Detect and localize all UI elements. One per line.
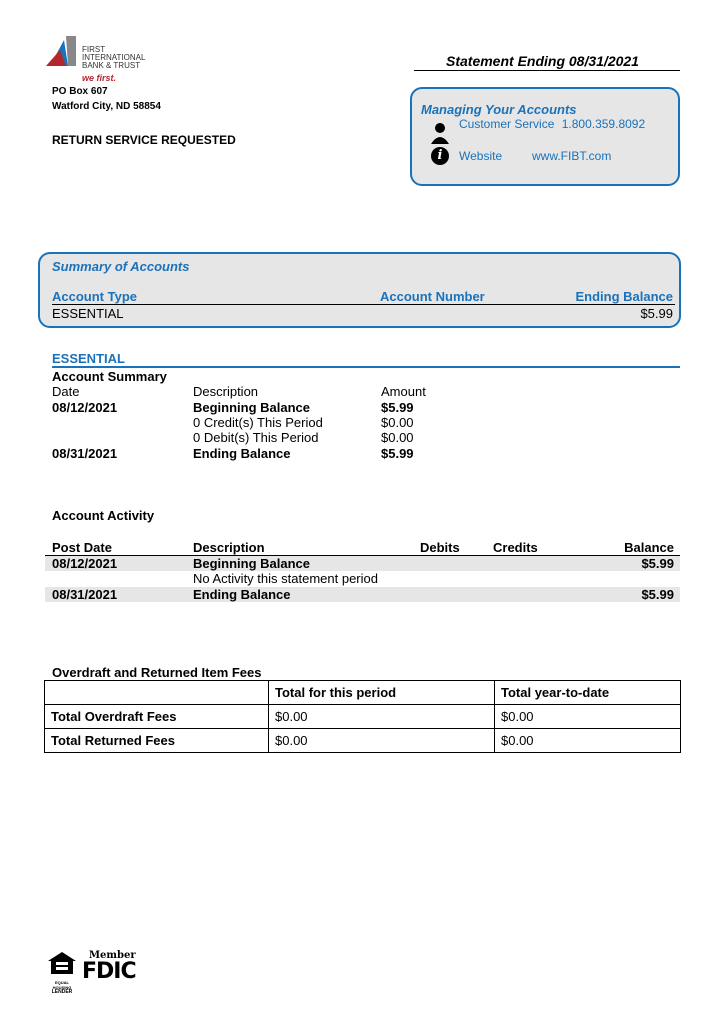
info-icon: i	[431, 147, 449, 165]
activity-header-description: Description	[193, 540, 265, 555]
equal-housing-lender-logo	[47, 951, 77, 995]
summary-header-rule	[52, 304, 675, 305]
summary-header-type: Account Type	[52, 289, 137, 304]
account-summary-row-date: 08/12/2021	[52, 400, 118, 415]
summary-row-balance: $5.99	[640, 306, 673, 321]
fees-row-ytd: $0.00	[495, 729, 681, 753]
fees-row-label: Total Returned Fees	[45, 729, 269, 753]
activity-row-description: Beginning Balance	[193, 556, 311, 571]
summary-header-number: Account Number	[380, 289, 485, 304]
account-summary-row-date: 08/31/2021	[52, 446, 118, 461]
managing-accounts-box	[410, 87, 680, 186]
account-summary-header-date: Date	[52, 384, 80, 399]
fees-title: Overdraft and Returned Item Fees	[52, 665, 262, 680]
bank-tagline: we first.	[82, 73, 117, 83]
fees-header-blank	[45, 681, 269, 705]
activity-header-balance: Balance	[624, 540, 674, 555]
activity-row-description: Ending Balance	[193, 587, 291, 602]
summary-header-balance: Ending Balance	[575, 289, 673, 304]
activity-row-balance: $5.99	[641, 556, 674, 571]
account-summary-row-description: 0 Debit(s) This Period	[193, 430, 319, 445]
website-label: Website	[459, 149, 503, 163]
fees-header-ytd: Total year-to-date	[495, 681, 681, 705]
fdic-text: FDIC	[82, 959, 136, 984]
table-row	[45, 729, 681, 753]
bank-name-line2: INTERNATIONAL	[82, 53, 146, 62]
account-summary-row-amount: $5.99	[381, 400, 414, 415]
table-row	[45, 681, 681, 705]
activity-header-credits: Credits	[493, 540, 538, 555]
account-summary-title: Account Summary	[52, 369, 167, 384]
fees-row-period: $0.00	[269, 705, 495, 729]
fdic-logo	[82, 950, 136, 983]
managing-accounts-title: Managing Your Accounts	[421, 102, 577, 117]
account-summary-row-description: Beginning Balance	[193, 400, 311, 415]
ehl-line1: EQUAL HOUSING	[52, 980, 72, 990]
bank-logo	[46, 36, 156, 72]
statement-title: Statement Ending 08/31/2021	[446, 53, 639, 69]
ehl-line2: LENDER	[51, 989, 73, 995]
account-summary-row-description: Ending Balance	[193, 446, 291, 461]
bank-address-line2: Watford City, ND 58854	[52, 101, 161, 112]
bank-logo-icon	[46, 36, 80, 68]
activity-header-date: Post Date	[52, 540, 112, 555]
account-summary-row-amount: $0.00	[381, 415, 414, 430]
equal-housing-icon	[47, 951, 77, 975]
activity-row-date: 08/12/2021	[52, 556, 118, 571]
fdic-member-text: Member	[88, 950, 136, 961]
fees-row-label: Total Overdraft Fees	[45, 705, 269, 729]
customer-service-icon	[430, 122, 450, 144]
essential-section-rule	[52, 366, 680, 368]
bank-address-line1: PO Box 607	[52, 86, 108, 97]
table-row	[45, 705, 681, 729]
fees-row-ytd: $0.00	[495, 705, 681, 729]
account-summary-header-amount: Amount	[381, 384, 426, 399]
account-activity-title: Account Activity	[52, 508, 155, 523]
fees-table	[44, 680, 681, 753]
customer-service-phone[interactable]: 1.800.359.8092	[561, 117, 646, 131]
website-link[interactable]: www.FIBT.com	[532, 149, 612, 163]
customer-service-label: Customer Service	[459, 117, 555, 131]
bank-name-line3: BANK & TRUST	[82, 61, 141, 70]
activity-row-shade	[45, 556, 680, 571]
summary-of-accounts-box	[38, 252, 681, 328]
account-summary-row-description: 0 Credit(s) This Period	[193, 415, 323, 430]
activity-row-balance: $5.99	[641, 587, 674, 602]
activity-header-debits: Debits	[420, 540, 460, 555]
account-summary-row-amount: $5.99	[381, 446, 414, 461]
account-summary-header-description: Description	[193, 384, 259, 399]
return-service-text: RETURN SERVICE REQUESTED	[52, 133, 236, 147]
essential-section-title: ESSENTIAL	[52, 351, 125, 366]
summary-row-type: ESSENTIAL	[52, 306, 124, 321]
account-summary-row-amount: $0.00	[381, 430, 414, 445]
activity-row-description: No Activity this statement period	[193, 571, 378, 586]
statement-title-rule	[414, 70, 680, 71]
fees-row-period: $0.00	[269, 729, 495, 753]
summary-title: Summary of Accounts	[52, 259, 190, 274]
bank-name-line1: FIRST	[82, 45, 106, 54]
fees-header-period: Total for this period	[269, 681, 495, 705]
activity-row-shade	[45, 587, 680, 602]
activity-row-date: 08/31/2021	[52, 587, 118, 602]
